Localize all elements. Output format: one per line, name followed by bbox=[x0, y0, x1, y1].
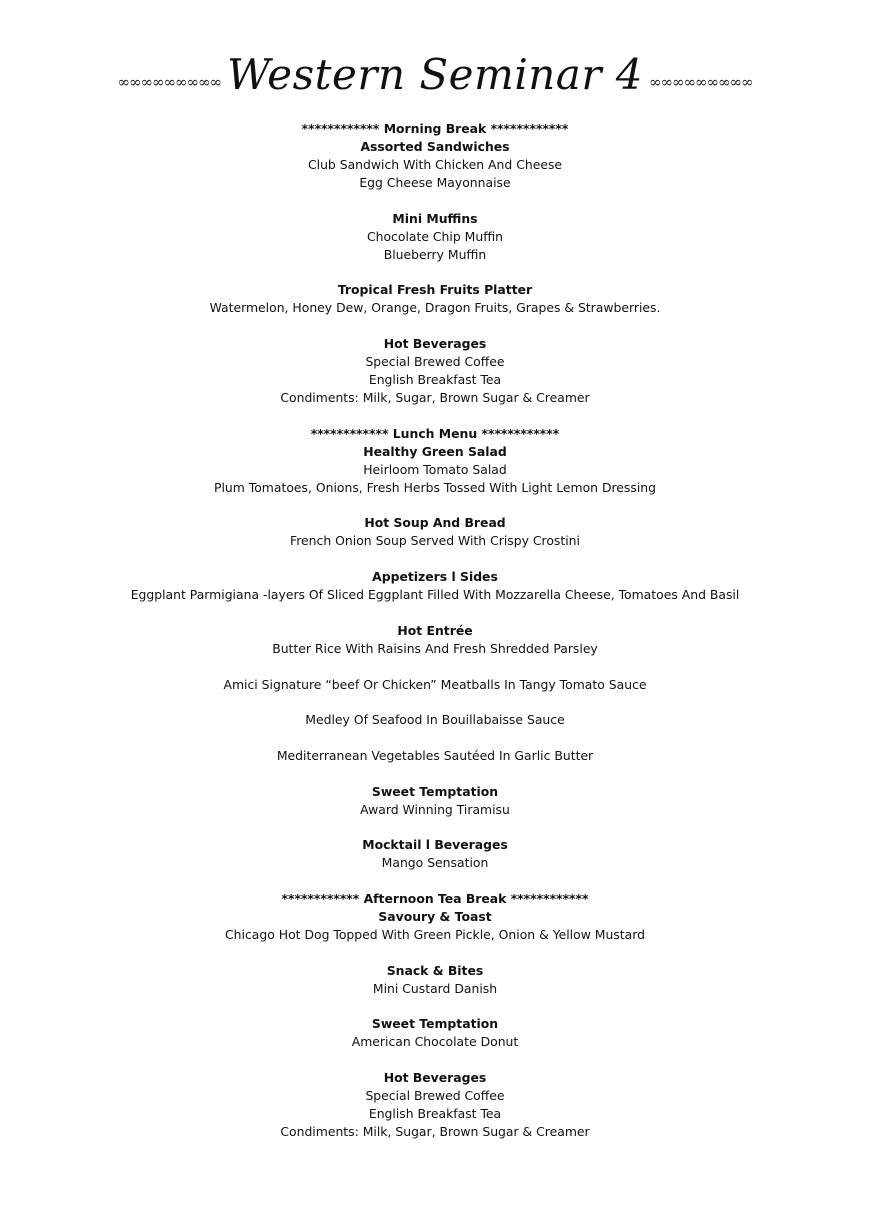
course-heading: Appetizers l Sides bbox=[372, 569, 498, 585]
menu-item: American Chocolate Donut bbox=[351, 1034, 519, 1050]
menu-item: Condiments: Milk, Sugar, Brown Sugar & Creamer bbox=[280, 1124, 590, 1139]
menu-item: Mini Custard Danish bbox=[372, 980, 498, 996]
course-heading: Hot Beverages bbox=[383, 1070, 487, 1085]
course-heading: Snack & Bites bbox=[386, 962, 484, 978]
menu-content bbox=[0, 120, 870, 1141]
menu-item: English Breakfast Tea bbox=[368, 372, 502, 388]
course-heading: Hot Beverages bbox=[383, 336, 487, 352]
course-heading: Sweet Temptation bbox=[371, 783, 499, 799]
menu-item: Mango Sensation bbox=[381, 855, 489, 871]
title-banner bbox=[0, 44, 870, 104]
lunch-section bbox=[0, 425, 870, 890]
course-heading: Mini Muffins bbox=[392, 210, 478, 226]
right-flourish: ∞∞∞∞∞∞∞∞∞ bbox=[649, 73, 753, 91]
course-heading: Assorted Sandwiches bbox=[360, 139, 510, 154]
course-heading: Tropical Fresh Fruits Platter bbox=[337, 282, 533, 298]
menu-item: Chicago Hot Dog Topped With Green Pickle, Onion & Yellow Mustard bbox=[225, 926, 645, 942]
menu-item: Eggplant Parmigiana -layers Of Sliced Eggplant Filled With Mozzarella Cheese, Tomatoes And Basil bbox=[130, 587, 740, 603]
menu-item: Butter Rice With Raisins And Fresh Shredded Parsley bbox=[272, 640, 598, 656]
menu-item: Medley Of Seafood In Bouillabaisse Sauce bbox=[305, 712, 565, 728]
menu-item: Mediterranean Vegetables Sautéed In Garlic Butter bbox=[276, 747, 594, 763]
menu-item: Chocolate Chip Muffin bbox=[366, 228, 504, 244]
menu-item: Heirloom Tomato Salad bbox=[363, 461, 507, 477]
course-heading: Mocktail l Beverages bbox=[362, 837, 508, 853]
menu-item: Watermelon, Honey Dew, Orange, Dragon Fruits, Grapes & Strawberries. bbox=[209, 300, 661, 316]
section-header-morning-break: ************ Morning Break ************ bbox=[301, 121, 569, 136]
course-heading: Hot Entrée bbox=[397, 622, 473, 638]
afternoon-tea-section bbox=[0, 890, 870, 1141]
menu-item: Special Brewed Coffee bbox=[365, 354, 505, 370]
menu-item: French Onion Soup Served With Crispy Crostini bbox=[290, 533, 580, 549]
section-header-lunch: ************ Lunch Menu ************ bbox=[310, 425, 560, 441]
menu-item: Egg Cheese Mayonnaise bbox=[359, 175, 511, 190]
menu-item: Special Brewed Coffee bbox=[365, 1088, 505, 1103]
menu-item: Plum Tomatoes, Onions, Fresh Herbs Tossed With Light Lemon Dressing bbox=[213, 479, 657, 495]
menu-item: Award Winning Tiramisu bbox=[360, 801, 510, 817]
menu-item: Amici Signature “beef Or Chicken” Meatballs In Tangy Tomato Sauce bbox=[223, 676, 647, 692]
course-heading: Hot Soup And Bread bbox=[364, 515, 506, 531]
morning-break-section bbox=[0, 120, 870, 425]
course-heading: Savoury & Toast bbox=[378, 908, 492, 924]
menu-item: Club Sandwich With Chicken And Cheese bbox=[307, 157, 563, 172]
menu-item: Blueberry Muffin bbox=[383, 246, 487, 262]
section-header-afternoon-tea: ************ Afternoon Tea Break ************ bbox=[281, 890, 589, 906]
course-heading: Sweet Temptation bbox=[371, 1016, 499, 1032]
menu-item: Condiments: Milk, Sugar, Brown Sugar & Creamer bbox=[280, 390, 590, 406]
menu-item: English Breakfast Tea bbox=[368, 1106, 502, 1121]
course-heading: Healthy Green Salad bbox=[363, 443, 507, 459]
left-flourish: ∞∞∞∞∞∞∞∞∞ bbox=[117, 73, 221, 91]
page-title: Western Seminar 4 bbox=[227, 49, 643, 99]
